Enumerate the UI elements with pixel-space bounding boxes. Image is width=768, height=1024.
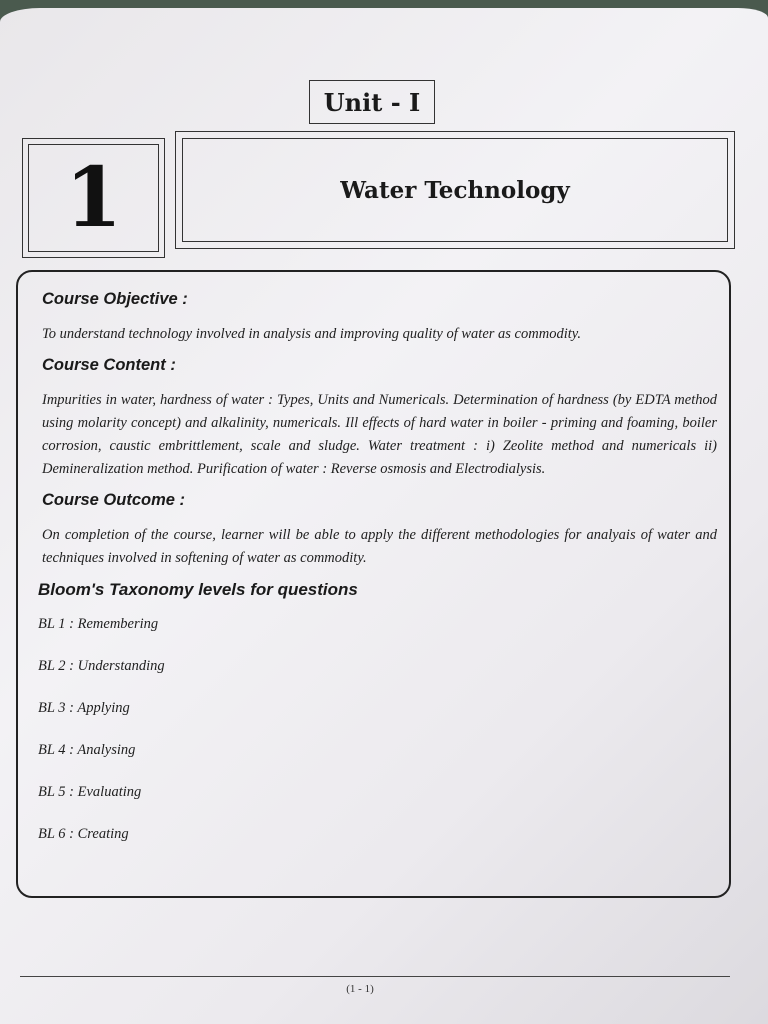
chapter-number-box: [22, 138, 165, 258]
blooms-level-label: Creating: [77, 826, 129, 842]
objective-heading: Course Objective :: [42, 290, 188, 308]
unit-label: [309, 80, 435, 124]
blooms-level-label: Analysing: [77, 742, 136, 758]
page-number: (1 - 1): [346, 983, 374, 995]
blooms-level-code: BL 2 :: [38, 658, 74, 674]
blooms-level-4: [38, 742, 717, 760]
outcome-heading: Course Outcome :: [42, 491, 186, 509]
blooms-level-3: [38, 700, 717, 718]
blooms-level-6: [38, 826, 717, 844]
syllabus-box: [16, 270, 731, 898]
unit-label-text: Unit - I: [323, 87, 421, 117]
blooms-level-label: Understanding: [77, 658, 165, 674]
blooms-heading: Bloom's Taxonomy levels for questions: [38, 580, 358, 599]
chapter-title: Water Technology: [182, 138, 728, 242]
book-page: [0, 8, 768, 1024]
content-text: Impurities in water, hardness of water : Types, Units and Numericals. Determination of hardness (by EDTA method using molarity concept) and alkalinity, numericals. Ill effects of hard water in boiler - priming and foaming, boiler corrosion, caustic embrittlement, scale and sludge. Water treatment : i) Zeolite method and numericals ii) Demineralization method. Purification of water : Reverse osmosis and Electrodialysis.: [42, 392, 717, 477]
blooms-level-code: BL 6 :: [38, 826, 74, 842]
chapter-number: 1: [28, 144, 159, 252]
blooms-level-code: BL 1 :: [38, 616, 74, 632]
chapter-title-box: [175, 131, 735, 249]
blooms-level-label: Evaluating: [77, 784, 142, 800]
blooms-level-code: BL 3 :: [38, 700, 74, 716]
footer-divider: [20, 976, 730, 977]
blooms-level-code: BL 5 :: [38, 784, 74, 800]
blooms-level-label: Applying: [77, 700, 130, 716]
objective-text: To understand technology involved in analysis and improving quality of water as commodity.: [42, 326, 582, 342]
outcome-text: On completion of the course, learner will be able to apply the different methodologies for analyais of water and techniques involved in softening of water as commodity.: [42, 527, 717, 566]
blooms-level-5: [38, 784, 717, 802]
blooms-level-2: [38, 658, 717, 676]
content-heading: Course Content :: [42, 356, 176, 374]
blooms-level-code: BL 4 :: [38, 742, 74, 758]
blooms-level-label: Remembering: [77, 616, 159, 632]
blooms-level-1: [38, 616, 717, 634]
